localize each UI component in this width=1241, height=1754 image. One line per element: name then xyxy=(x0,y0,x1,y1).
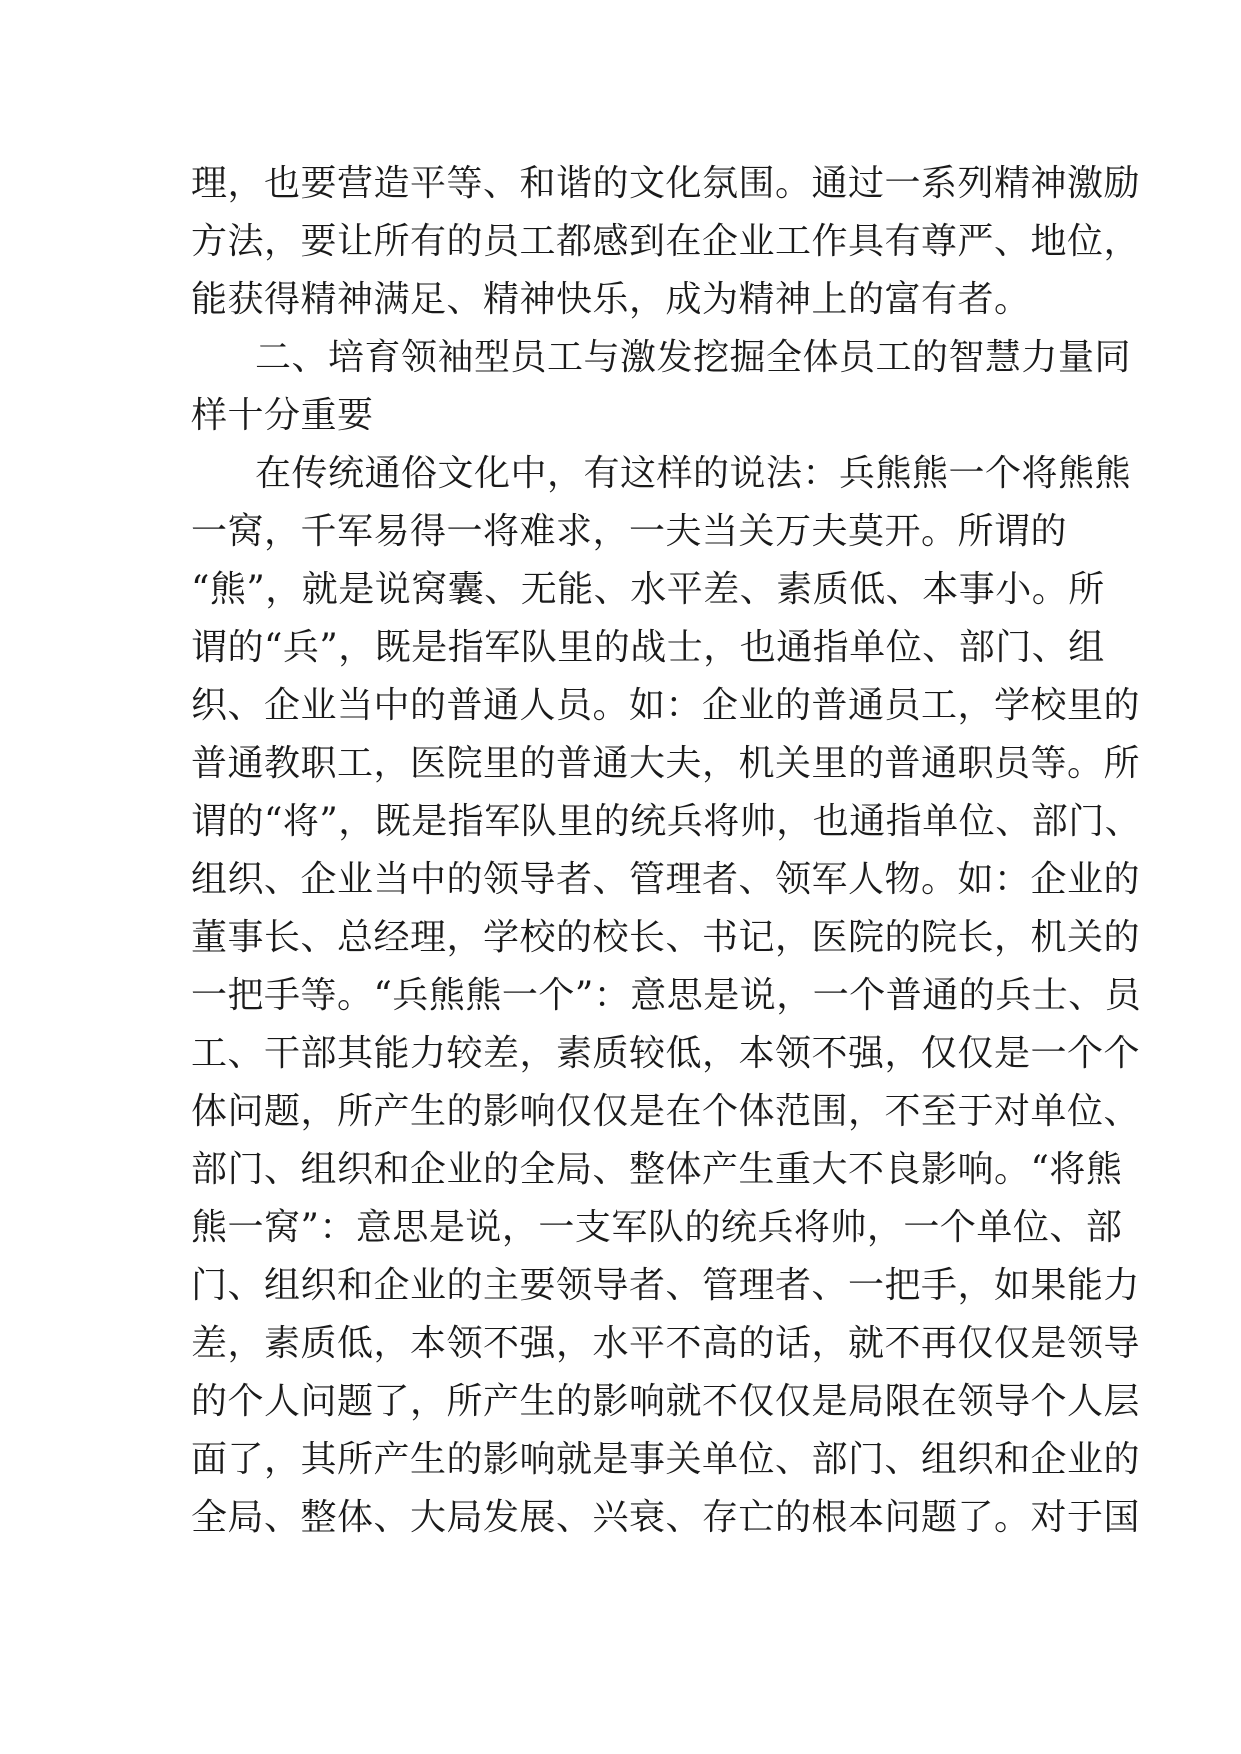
text-line: 一窝，千军易得一将难求，一夫当关万夫莫开。所谓的 xyxy=(191,511,1068,552)
text-line: 体问题，所产生的影响仅仅是在个体范围，不至于对单位、 xyxy=(191,1091,1141,1132)
text-line: 全局、整体、大局发展、兴衰、存亡的根本问题了。对于国 xyxy=(191,1497,1141,1538)
text-line: 能获得精神满足、精神快乐，成为精神上的富有者。 xyxy=(191,279,1031,320)
text-line: 差，素质低，本领不强，水平不高的话，就不再仅仅是领导 xyxy=(191,1323,1141,1364)
paragraph-continuation xyxy=(191,155,1141,329)
text-line: 门、组织和企业的主要领导者、管理者、一把手，如果能力 xyxy=(191,1265,1141,1306)
text-line: 二、培育领袖型员工与激发挖掘全体员工的智慧力量同 xyxy=(255,337,1132,378)
text-line: 熊一窝”：意思是说，一支军队的统兵将帅，一个单位、部 xyxy=(191,1207,1123,1248)
text-line: 普通教职工，医院里的普通大夫，机关里的普通职员等。所 xyxy=(191,743,1141,784)
paragraph-body xyxy=(191,445,1142,1547)
text-line: 方法，要让所有的员工都感到在企业工作具有尊严、地位， xyxy=(191,221,1141,262)
section-heading xyxy=(191,329,1132,445)
text-line: 在传统通俗文化中，有这样的说法：兵熊熊一个将熊熊 xyxy=(255,453,1132,494)
text-line: 董事长、总经理，学校的校长、书记，医院的院长，机关的 xyxy=(191,917,1141,958)
text-line: 工、干部其能力较差，素质较低，本领不强，仅仅是一个个 xyxy=(191,1033,1141,1074)
text-line: 组织、企业当中的领导者、管理者、领军人物。如：企业的 xyxy=(191,859,1141,900)
text-line: 面了，其所产生的影响就是事关单位、部门、组织和企业的 xyxy=(191,1439,1141,1480)
text-line: 样十分重要 xyxy=(191,395,374,436)
text-line: 谓的“兵”，既是指军队里的战士，也通指单位、部门、组 xyxy=(191,627,1105,668)
text-line: 一把手等。“兵熊熊一个”：意思是说，一个普通的兵士、员 xyxy=(191,975,1142,1016)
text-line: 织、企业当中的普通人员。如：企业的普通员工，学校里的 xyxy=(191,685,1141,726)
text-line: “熊”，就是说窝囊、无能、水平差、素质低、本事小。所 xyxy=(191,569,1105,610)
text-line: 理，也要营造平等、和谐的文化氛围。通过一系列精神激励 xyxy=(191,163,1141,204)
text-line: 部门、组织和企业的全局、整体产生重大不良影响。“将熊 xyxy=(191,1149,1123,1190)
text-line: 谓的“将”，既是指军队里的统兵将帅，也通指单位、部门、 xyxy=(191,801,1142,842)
text-line: 的个人问题了，所产生的影响就不仅仅是局限在领导个人层 xyxy=(191,1381,1141,1422)
document-body xyxy=(191,155,1142,1547)
